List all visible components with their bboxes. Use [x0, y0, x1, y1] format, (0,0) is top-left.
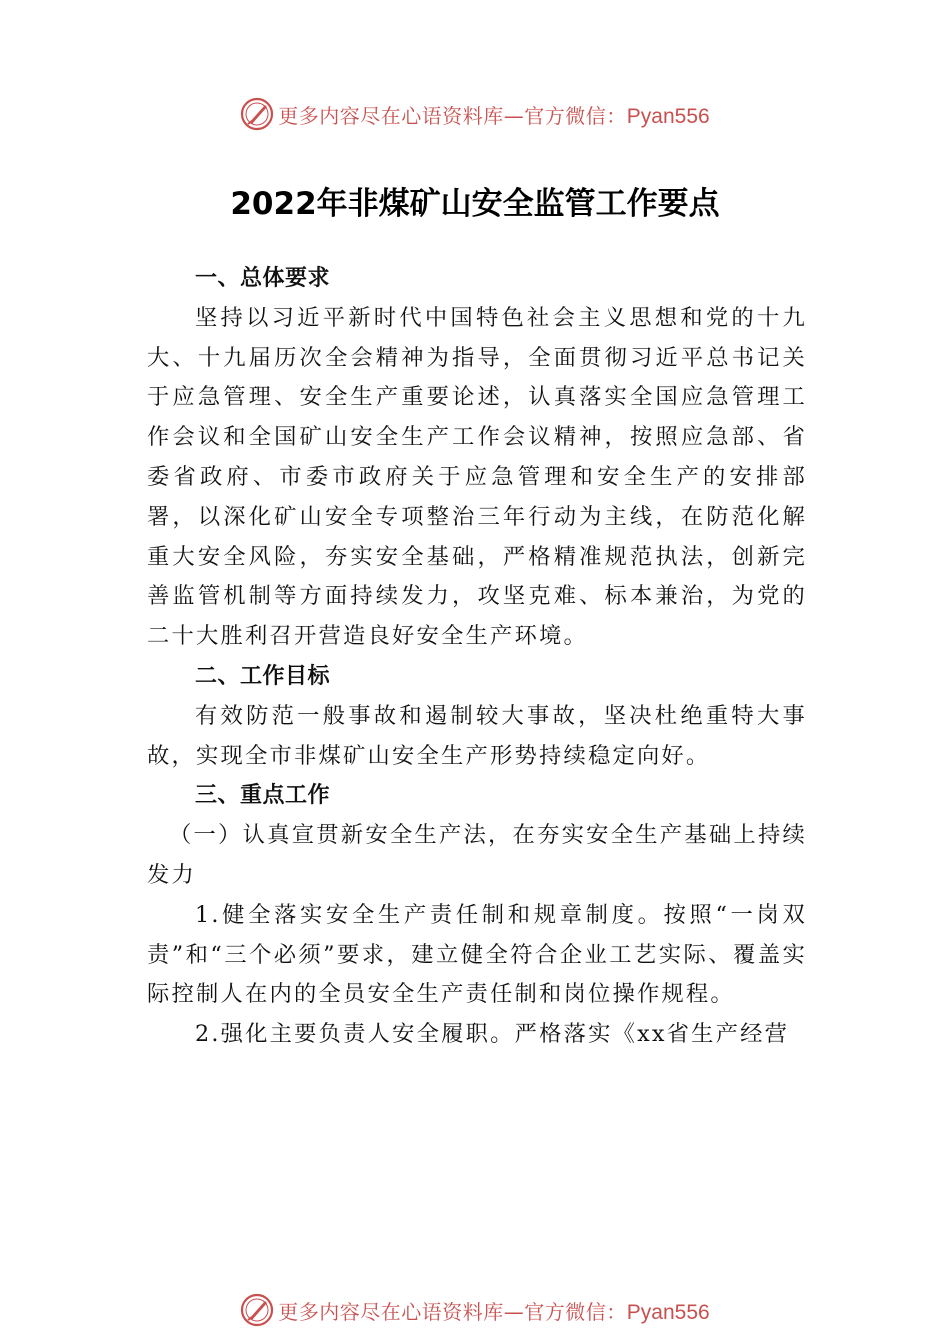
section-heading-work-goals: 二、工作目标	[195, 663, 331, 689]
paragraph-item-1: 1.健全落实安全生产责任制和规章制度。按照“一岗双责”和“三个必须”要求，建立健全符合企业工艺实际、覆盖实际控制人在内的全员安全生产责任制和岗位操作规程。	[147, 901, 807, 1008]
document-body	[147, 259, 807, 1055]
footer-banner	[0, 1290, 950, 1330]
wechat-account: Pyan556	[626, 1300, 710, 1324]
wechat-account: Pyan556	[626, 104, 710, 128]
quill-pen-logo-icon	[240, 97, 274, 131]
document-title: 2022年非煤矿山安全监管工作要点	[230, 186, 720, 222]
paragraph-work-goals: 有效防范一般事故和遏制较大事故，坚决杜绝重特大事故，实现全市非煤矿山安全生产形势持续稳定向好。	[147, 702, 807, 769]
banner-text: 更多内容尽在心语资料库—官方微信：	[278, 103, 627, 128]
header-banner	[0, 94, 950, 134]
banner-text: 更多内容尽在心语资料库—官方微信：	[278, 1299, 627, 1324]
quill-pen-logo-icon	[240, 1293, 274, 1327]
subsection-heading-1: （一）认真宣贯新安全生产法，在夯实安全生产基础上持续发力	[147, 822, 807, 888]
paragraph-general-requirements: 坚持以习近平新时代中国特色社会主义思想和党的十九大、十九届历次全会精神为指导，全面贯彻习近平总书记关于应急管理、安全生产重要论述，认真落实全国应急管理工作会议和全国矿山安全生产工作会议精神，按照应急部、省委省政府、市委市政府关于应急管理和安全生产的安排部署，以深化矿山安全专项整治三年行动为主线，在防范化解重大安全风险，夯实安全基础，严格精准规范执法，创新完善监管机制等方面持续发力，攻坚克难、标本兼治，为党的二十大胜利召开营造良好安全生产环境。	[147, 304, 807, 650]
paragraph-item-2: 2.强化主要负责人安全履职。严格落实《xx省生产经营	[195, 1021, 790, 1048]
section-heading-general-requirements: 一、总体要求	[195, 266, 331, 291]
section-heading-key-work: 三、重点工作	[195, 783, 331, 809]
